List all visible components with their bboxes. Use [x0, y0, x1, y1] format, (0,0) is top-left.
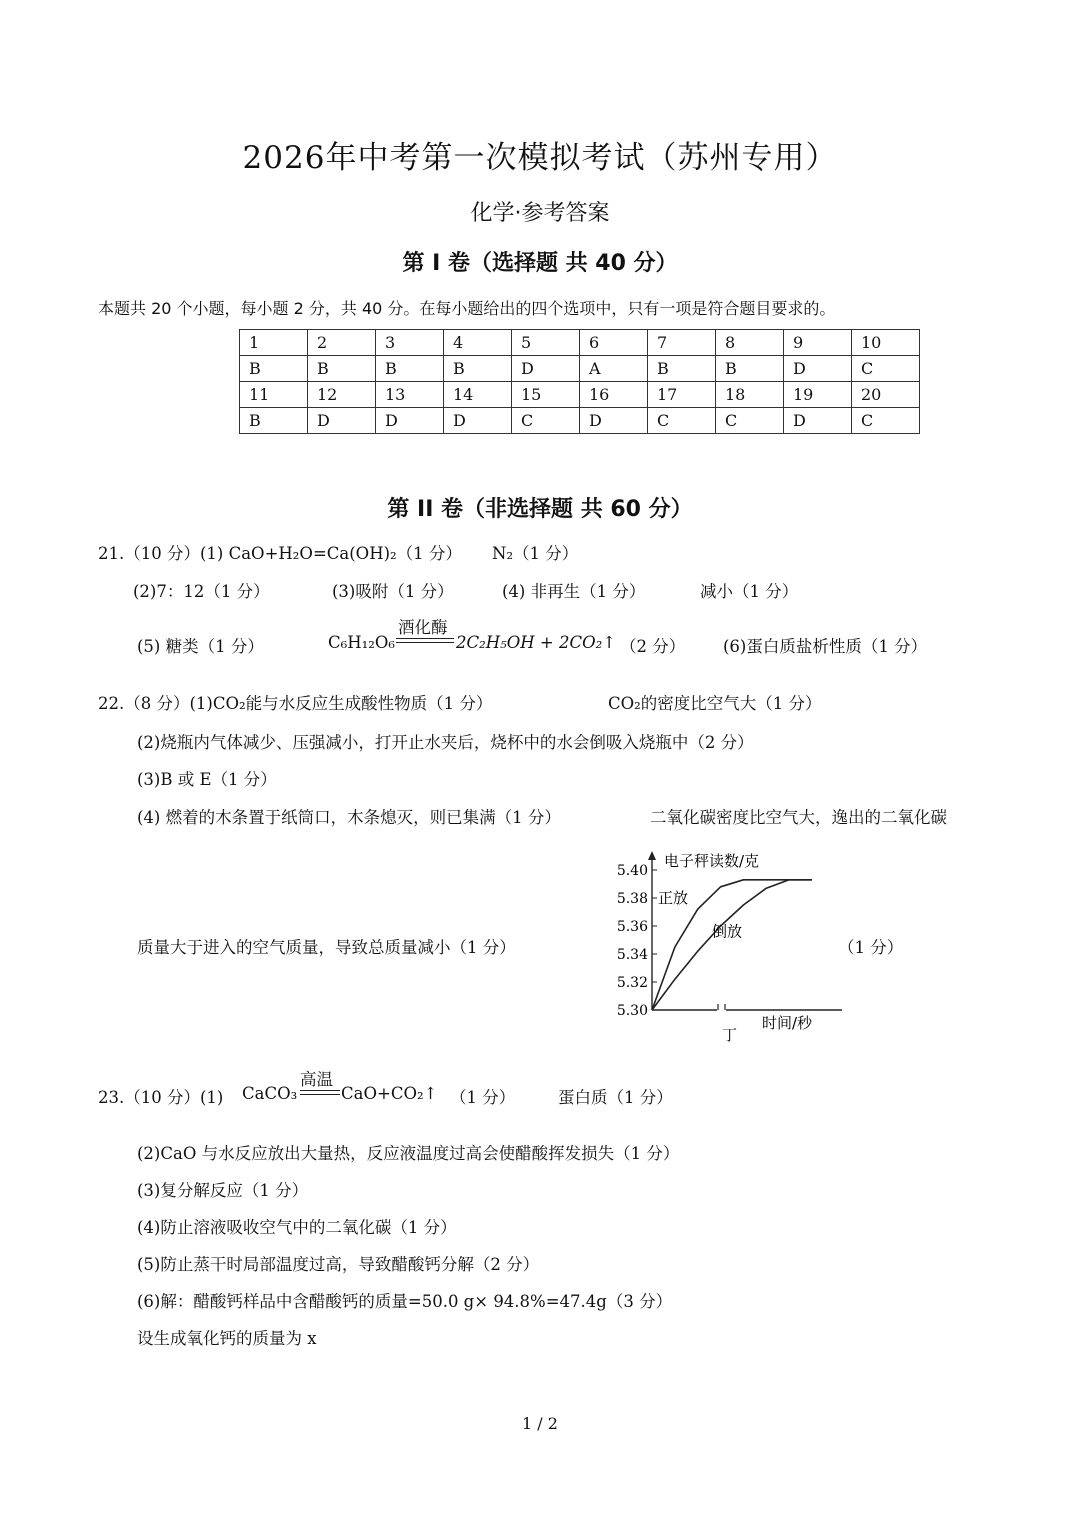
answer-table-row — [240, 330, 920, 356]
answer-table-cell: 12 — [308, 382, 376, 408]
q21-line1-b: N₂（1 分） — [492, 544, 579, 563]
answer-table-cell: B — [376, 356, 444, 382]
answer-table-cell: 3 — [376, 330, 444, 356]
q23-equation-left: CaCO₃ — [242, 1084, 298, 1103]
q23-line1-b: 蛋白质（1 分） — [558, 1088, 673, 1107]
q23-equation-condition: 高温 — [300, 1070, 333, 1089]
q21-line2-c: (4) 非再生（1 分） — [502, 582, 646, 601]
section-2-heading: 第 II 卷（非选择题 共 60 分） — [387, 497, 693, 522]
answer-table-cell: C — [648, 408, 716, 434]
answer-table-cell: B — [716, 356, 784, 382]
y-axis-arrow — [648, 851, 656, 860]
answer-table-cell: 5 — [512, 330, 580, 356]
answer-table-cell: C — [852, 408, 920, 434]
q22-line4-b: 二氧化碳密度比空气大，逸出的二氧化碳 — [650, 808, 947, 827]
answer-table — [239, 329, 920, 434]
answer-table-cell: B — [308, 356, 376, 382]
instructions: 本题共 20 个小题，每小题 2 分，共 40 分。在每小题给出的四个选项中，只有一项是符合题目要求的。 — [98, 299, 836, 318]
section-1-heading: 第 I 卷（选择题 共 40 分） — [402, 251, 678, 276]
q23-line7: 设生成氧化钙的质量为 x — [137, 1329, 317, 1348]
q22-line1-a: 22.（8 分）(1)CO₂能与水反应生成酸性物质（1 分） — [98, 694, 493, 713]
y-tick-label: 5.36 — [616, 919, 648, 935]
answer-table-cell: 2 — [308, 330, 376, 356]
q23-equation-right: CaO+CO₂↑ — [341, 1084, 438, 1103]
answer-table-cell: 6 — [580, 330, 648, 356]
answer-table-cell: A — [580, 356, 648, 382]
answer-table-cell: D — [784, 356, 852, 382]
q22-line3: (3)B 或 E（1 分） — [137, 770, 277, 789]
y-tick-label: 5.38 — [616, 891, 648, 907]
q23-line3: (3)复分解反应（1 分） — [137, 1181, 309, 1200]
answer-table-cell: C — [716, 408, 784, 434]
answer-table-cell: 14 — [444, 382, 512, 408]
answer-table-row — [240, 356, 920, 382]
q23-line5: (5)防止蒸干时局部温度过高，导致醋酸钙分解（2 分） — [137, 1255, 540, 1274]
q23-line1-a: 23.（10 分）(1) — [98, 1088, 224, 1107]
q21-line2-d: 减小（1 分） — [700, 582, 799, 601]
answer-table-cell: 8 — [716, 330, 784, 356]
answer-table-cell: D — [580, 408, 648, 434]
answer-table-cell: B — [240, 356, 308, 382]
q21-line1-a: 21.（10 分）(1) CaO+H₂O=Ca(OH)₂（1 分） — [98, 544, 462, 563]
y-tick-label: 5.30 — [616, 1003, 648, 1019]
answer-table-row — [240, 408, 920, 434]
q23-equation-equals — [300, 1090, 340, 1095]
q21-equation-condition: 酒化酶 — [398, 618, 448, 637]
answer-table-cell: 9 — [784, 330, 852, 356]
q22-line5-score: （1 分） — [838, 938, 904, 957]
answer-table-cell: D — [444, 408, 512, 434]
series-label-0: 正放 — [658, 889, 689, 907]
page-subtitle: 化学·参考答案 — [470, 201, 610, 226]
q23-line6: (6)解：醋酸钙样品中含醋酸钙的质量=50.0 g× 94.8%=47.4g（3 分） — [137, 1292, 673, 1311]
page-number: 1 / 2 — [522, 1414, 558, 1433]
x-axis-label: 时间/秒 — [762, 1014, 813, 1032]
answer-table-cell: B — [648, 356, 716, 382]
q21-line2-b: (3)吸附（1 分） — [332, 582, 454, 601]
q23-line4: (4)防止溶液吸收空气中的二氧化碳（1 分） — [137, 1218, 457, 1237]
answer-table-cell: 7 — [648, 330, 716, 356]
answer-table-cell: C — [512, 408, 580, 434]
answer-table-cell: D — [512, 356, 580, 382]
q21-equation-equals — [396, 638, 454, 643]
q23-line2: (2)CaO 与水反应放出大量热，反应液温度过高会使醋酸挥发损失（1 分） — [137, 1144, 680, 1163]
chart-caption: 丁 — [722, 1026, 738, 1044]
answer-table-cell: 16 — [580, 382, 648, 408]
answer-table-cell: D — [308, 408, 376, 434]
answer-table-cell: 10 — [852, 330, 920, 356]
q21-line3-a: (5) 糖类（1 分） — [137, 637, 264, 656]
y-tick-label: 5.32 — [616, 975, 648, 991]
answer-table-cell: B — [444, 356, 512, 382]
q22-line4-a: (4) 燃着的木条置于纸筒口，木条熄灭，则已集满（1 分） — [137, 808, 561, 827]
answer-table-cell: 4 — [444, 330, 512, 356]
q23-equation-score: （1 分） — [450, 1088, 516, 1107]
answer-table-cell: B — [240, 408, 308, 434]
q21-line2-a: (2)7：12（1 分） — [133, 582, 270, 601]
chart-title: 电子秤读数/克 — [664, 852, 760, 870]
q21-equation-right: 2C₂H₅OH + 2CO₂↑ — [456, 633, 617, 652]
answer-table-cell: C — [852, 356, 920, 382]
answer-table-cell: 1 — [240, 330, 308, 356]
q22-line5: 质量大于进入的空气质量，导致总质量减小（1 分） — [137, 938, 516, 957]
scale-reading-chart — [612, 848, 842, 1052]
answer-table-row — [240, 382, 920, 408]
y-tick-label: 5.40 — [616, 863, 648, 879]
answer-table-cell: 17 — [648, 382, 716, 408]
q22-line1-b: CO₂的密度比空气大（1 分） — [608, 694, 822, 713]
y-tick-label: 5.34 — [616, 947, 648, 963]
series-label-1: 倒放 — [712, 922, 743, 941]
answer-table-cell: 20 — [852, 382, 920, 408]
page-title: 2026年中考第一次模拟考试（苏州专用） — [242, 140, 838, 176]
answer-table-cell: D — [376, 408, 444, 434]
answer-table-cell: 11 — [240, 382, 308, 408]
q21-line3-c: (6)蛋白质盐析性质（1 分） — [723, 637, 928, 656]
answer-table-cell: 18 — [716, 382, 784, 408]
answer-table-cell: 19 — [784, 382, 852, 408]
q21-equation-left: C₆H₁₂O₆ — [328, 633, 395, 652]
answer-table-cell: 15 — [512, 382, 580, 408]
answer-table-cell: 13 — [376, 382, 444, 408]
q22-line2: (2)烧瓶内气体减少、压强减小，打开止水夹后，烧杯中的水会倒吸入烧瓶中（2 分） — [137, 733, 754, 752]
q21-equation-score: （2 分） — [620, 637, 686, 656]
chart-svg — [612, 848, 842, 1048]
answer-table-cell: D — [784, 408, 852, 434]
